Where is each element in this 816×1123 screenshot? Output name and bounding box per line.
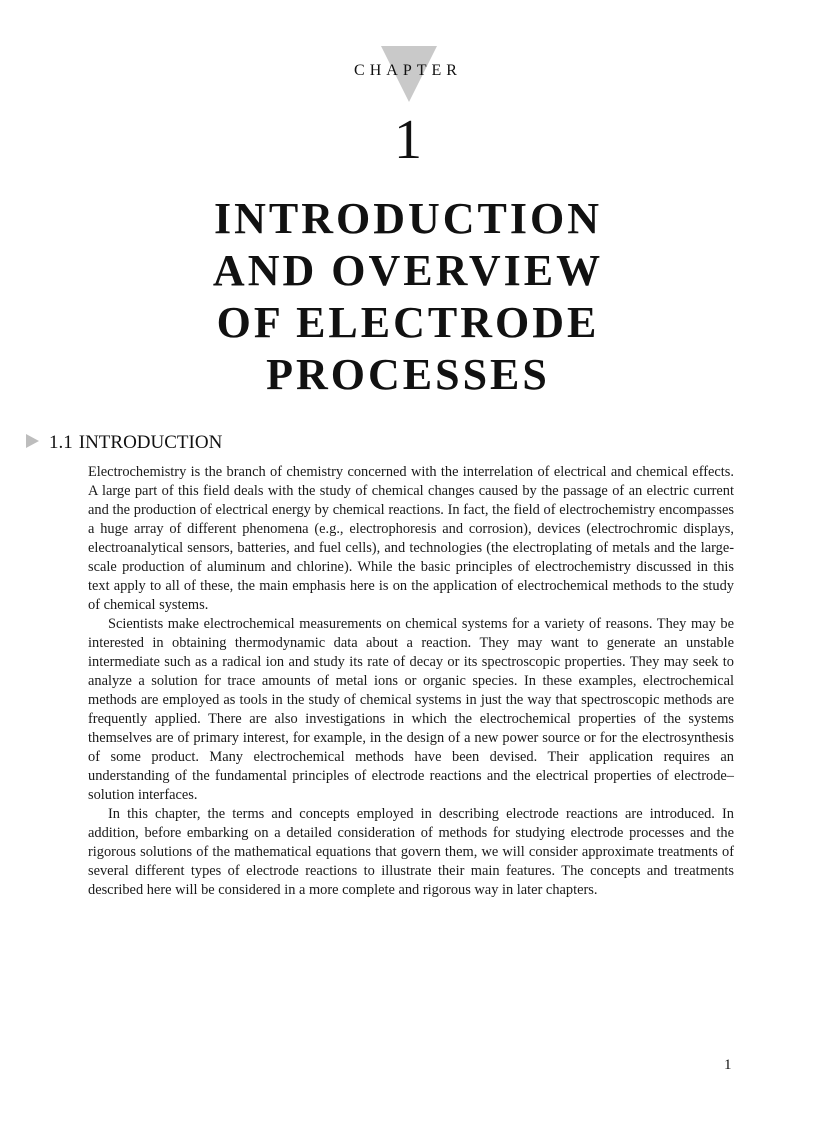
chapter-title-line-4: PROCESSES [266,350,550,399]
page-number: 1 [724,1057,732,1073]
chapter-title-line-2: AND OVERVIEW [212,246,604,295]
chapter-label: CHAPTER [354,62,462,79]
chapter-title-line-1: INTRODUCTION [213,194,603,243]
section-title: INTRODUCTION [78,432,223,453]
paragraph-3: In this chapter, the terms and concepts employed in describing electrode reactions are introduced. In addition, before embarking on a detailed consideration of methods for studying electrode processes and the rigorous solutions of the mathematical equations that govern them, we will consider approximate treatments of several different types of electrode reactions to illustrate their main features. The concepts and treatments described here will be considered in a more complete and rigorous way in later chapters. [88,806,734,898]
chapter-number: 1 [394,109,422,171]
section-number: 1.1 [49,432,73,453]
chapter-title [0,193,816,401]
section-arrow-icon [26,434,39,448]
paragraph-2: Scientists make electrochemical measurements on chemical systems for a variety of reasons. They may be interested in obtaining thermodynamic data about a reaction. They may want to generate an unstable intermediate such as a radical ion and study its rate of decay or its spectroscopic properties. They may seek to analyze a solution for trace amounts of metal ions or organic species. In these examples, electrochemical methods are employed as tools in the study of chemical systems in just the way that spectroscopic methods are frequently applied. There are also investigations in which the electrochemical properties of the systems themselves are of primary interest, for example, in the design of a new power source or for the electrosynthesis of some product. Many electrochemical methods have been devised. Their application requires an understanding of the fundamental principles of electrode reactions and the electrical properties of electrode–solution interfaces. [88,616,734,803]
section-heading [26,431,222,455]
body-text [88,463,734,900]
chapter-title-line-3: OF ELECTRODE [216,298,600,347]
chapter-header [0,40,816,110]
paragraph-1: Electrochemistry is the branch of chemistry concerned with the interrelation of electrical and chemical effects. A large part of this field deals with the study of chemical changes caused by the passage of an electric current and the production of electrical energy by chemical reactions. In fact, the field of electrochemistry encompasses a huge array of different phenomena (e.g., electrophoresis and corrosion), devices (electrochromic displays, electroanalytical sensors, batteries, and fuel cells), and technologies (the electroplating of metals and the large-scale production of aluminum and chlorine). While the basic principles of electrochemistry discussed in this text apply to all of these, the main emphasis here is on the application of electrochemical methods to the study of chemical systems. [88,464,734,613]
